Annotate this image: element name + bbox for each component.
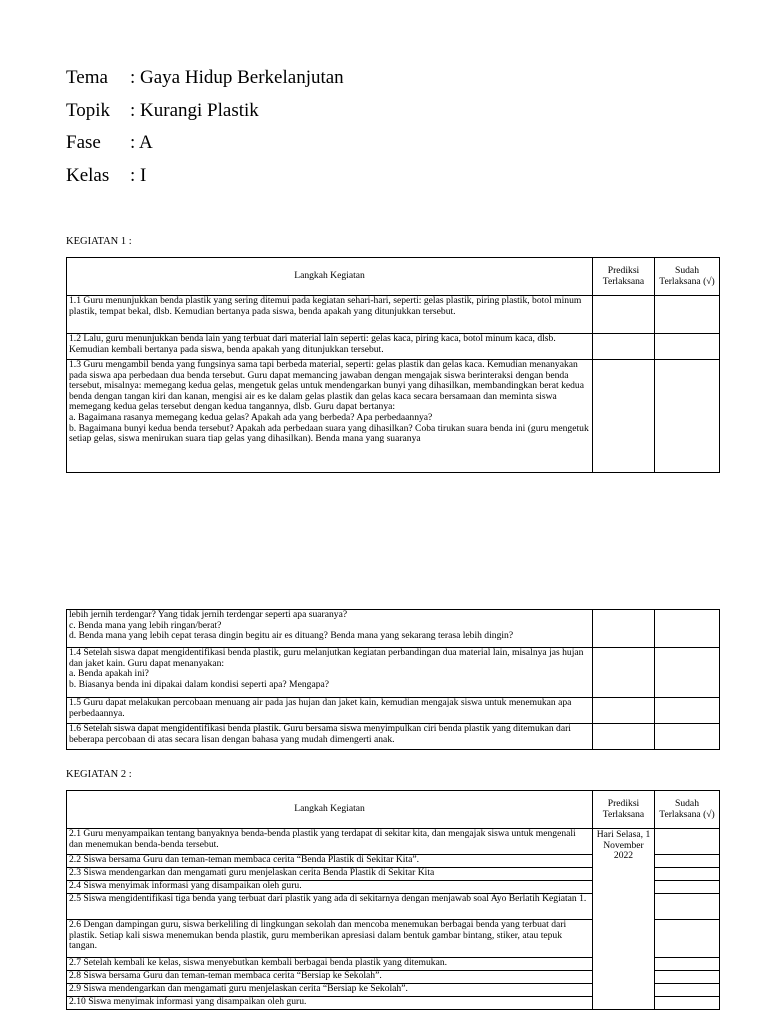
header-label: Tema [66, 67, 108, 88]
table-row [67, 829, 720, 855]
column-header-langkah: Langkah Kegiatan [67, 258, 593, 296]
langkah-cell: 1.2 Lalu, guru menunjukkan benda lain yang terbuat dari material lain seperti: gelas kaca, piring kaca, botol minum kaca, dlsb. Kemudian kembali bertanya pada siswa, benda apakah yang ditunjukkan tersebut. [67, 334, 593, 360]
langkah-cell: 1.3 Guru mengambil benda yang fungsinya sama tapi berbeda material, seperti: gelas plastik dan gelas kaca. Kemudian menanyakan pada siswa apa perbedaan dua benda tersebut. Guru dapat memancing jawaban dengan mengajak siswa berinteraksi dengan benda tersebut, misalnya: memegang kedua gelas, mengetuk gelas untuk mendengarkan bunyi yang dihasilkan, membandingkan berat kedua benda dengan tangan kiri dan kanan, mengisi air es ke dalam gelas plastik dan gelas kaca secara bersamaan dan meminta siswa memegang kedua gelas tersebut dengan kedua tangannya, dlsb. Guru dapat bertanya: a. Bagaimana rasanya memegang kedua gelas? Apakah ada yang berbeda? Apa perbedaannya? b. Bagaimana bunyi kedua benda tersebut? Apakah ada perbedaan suara yang dihasilkan? Coba tirukan suara benda ini (guru mengetuk setiap gelas, siswa menirukan suara tiap gelas yang dihasilkan). Benda mana yang suaranya [67, 360, 593, 473]
prediksi-cell [593, 610, 655, 648]
langkah-cell: 2.1 Guru menyampaikan tentang banyaknya benda-benda plastik yang terdapat di sekitar kita, dan mengajak siswa untuk mengenali dan menemukan benda-benda tersebut. [67, 829, 593, 855]
prediksi-date-cell: Hari Selasa, 1 November 2022 [593, 829, 655, 1010]
header-label: Kelas [66, 164, 110, 186]
langkah-cell: 1.4 Setelah siswa dapat mengidentifikasi benda plastik, guru melanjutkan kegiatan perbandingan dua material lain, misalnya jas hujan dan jaket kain. Guru dapat menanyakan: a. Benda apakah ini? b. Biasanya benda ini dipakai dalam kondisi seperti apa? Mengapa? [67, 648, 593, 698]
kegiatan-1-table [66, 257, 720, 473]
header-row-tema [66, 66, 344, 99]
sudah-checkbox-cell[interactable] [655, 894, 720, 920]
column-header-sudah: Sudah Terlaksana (√) [655, 258, 720, 296]
langkah-cell: 2.10 Siswa menyimak informasi yang disampaikan oleh guru. [67, 997, 593, 1010]
sudah-checkbox-cell[interactable] [655, 610, 720, 648]
prediksi-cell [593, 360, 655, 473]
sudah-checkbox-cell[interactable] [655, 868, 720, 881]
sudah-checkbox-cell[interactable] [655, 855, 720, 868]
table-row [67, 698, 720, 724]
table-row [67, 296, 720, 334]
langkah-cell: 2.2 Siswa bersama Guru dan teman-teman membaca cerita “Benda Plastik di Sekitar Kita”. [67, 855, 593, 868]
column-header-langkah: Langkah Kegiatan [67, 791, 593, 829]
table-row [67, 648, 720, 698]
sudah-checkbox-cell[interactable] [655, 648, 720, 698]
langkah-cell: 2.6 Dengan dampingan guru, siswa berkeliling di lingkungan sekolah dan mencoba menemukan berbagai benda yang terbuat dari plastik. Setiap kali siswa menemukan benda plastik, guru memberikan apresiasi dalam bentuk gambar bintang, stiker, atau tepuk tangan. [67, 920, 593, 958]
column-header-sudah: Sudah Terlaksana (√) [655, 791, 720, 829]
header-value: : I [130, 164, 147, 186]
langkah-cell: lebih jernih terdengar? Yang tidak jernih terdengar seperti apa suaranya? c. Benda mana yang lebih ringan/berat? d. Benda mana yang lebih cepat terasa dingin begitu air es dituang? Benda mana yang sekarang terasa lebih dingin? [67, 610, 593, 648]
kegiatan-1-title: KEGIATAN 1 : [66, 236, 132, 247]
table-row [67, 724, 720, 750]
sudah-checkbox-cell[interactable] [655, 920, 720, 958]
column-header-prediksi: Prediksi Terlaksana [593, 791, 655, 829]
prediksi-cell [593, 334, 655, 360]
sudah-checkbox-cell[interactable] [655, 997, 720, 1010]
header-label: Topik [66, 99, 111, 121]
kegiatan-2-title: KEGIATAN 2 : [66, 769, 132, 780]
kegiatan-1-table-continued [66, 609, 720, 750]
langkah-cell: 1.1 Guru menunjukkan benda plastik yang sering ditemui pada kegiatan sehari-hari, seperti: gelas plastik, piring plastik, botol minum plastik, tempat bekal, dlsb. Kemudian bertanya pada siswa, benda apakah yang ditunjukkan tersebut. [67, 296, 593, 334]
header-label: Fase [66, 132, 101, 153]
sudah-checkbox-cell[interactable] [655, 296, 720, 334]
kegiatan-2-table [66, 790, 720, 1010]
table-row [67, 334, 720, 360]
sudah-checkbox-cell[interactable] [655, 724, 720, 750]
langkah-cell: 1.6 Setelah siswa dapat mengidentifikasi benda plastik. Guru bersama siswa menyimpulkan ciri benda plastik yang ditemukan dari beberapa percobaan di atas secara lisan dengan bahasa yang mudah dimengerti anak. [67, 724, 593, 750]
sudah-checkbox-cell[interactable] [655, 984, 720, 997]
header-row-fase [66, 131, 344, 164]
sudah-checkbox-cell[interactable] [655, 958, 720, 971]
column-header-prediksi: Prediksi Terlaksana [593, 258, 655, 296]
sudah-checkbox-cell[interactable] [655, 829, 720, 855]
sudah-checkbox-cell[interactable] [655, 334, 720, 360]
table-row [67, 360, 720, 473]
langkah-cell: 2.4 Siswa menyimak informasi yang disampaikan oleh guru. [67, 881, 593, 894]
header-value: : Gaya Hidup Berkelanjutan [130, 67, 344, 88]
langkah-cell: 2.7 Setelah kembali ke kelas, siswa menyebutkan kembali berbagai benda plastik yang ditemukan. [67, 958, 593, 971]
prediksi-cell [593, 296, 655, 334]
document-header [66, 66, 344, 196]
table-header-row [67, 791, 720, 829]
header-value: : A [130, 132, 153, 153]
prediksi-cell [593, 698, 655, 724]
langkah-cell: 1.5 Guru dapat melakukan percobaan menuang air pada jas hujan dan jaket kain, kemudian mengajak siswa untuk menemukan apa perbedaannya. [67, 698, 593, 724]
langkah-cell: 2.3 Siswa mendengarkan dan mengamati guru menjelaskan cerita Benda Plastik di Sekitar Kita [67, 868, 593, 881]
sudah-checkbox-cell[interactable] [655, 360, 720, 473]
header-row-kelas [66, 164, 344, 197]
header-value: : Kurangi Plastik [130, 99, 259, 121]
sudah-checkbox-cell[interactable] [655, 881, 720, 894]
langkah-cell: 2.8 Siswa bersama Guru dan teman-teman membaca cerita “Bersiap ke Sekolah”. [67, 971, 593, 984]
sudah-checkbox-cell[interactable] [655, 698, 720, 724]
langkah-cell: 2.9 Siswa mendengarkan dan mengamati guru menjelaskan cerita “Bersiap ke Sekolah”. [67, 984, 593, 997]
header-row-topik [66, 99, 344, 132]
prediksi-cell [593, 648, 655, 698]
table-header-row [67, 258, 720, 296]
sudah-checkbox-cell[interactable] [655, 971, 720, 984]
prediksi-cell [593, 724, 655, 750]
langkah-cell: 2.5 Siswa mengidentifikasi tiga benda yang terbuat dari plastik yang ada di sekitarnya dengan menjawab soal Ayo Berlatih Kegiatan 1. [67, 894, 593, 920]
table-row [67, 610, 720, 648]
